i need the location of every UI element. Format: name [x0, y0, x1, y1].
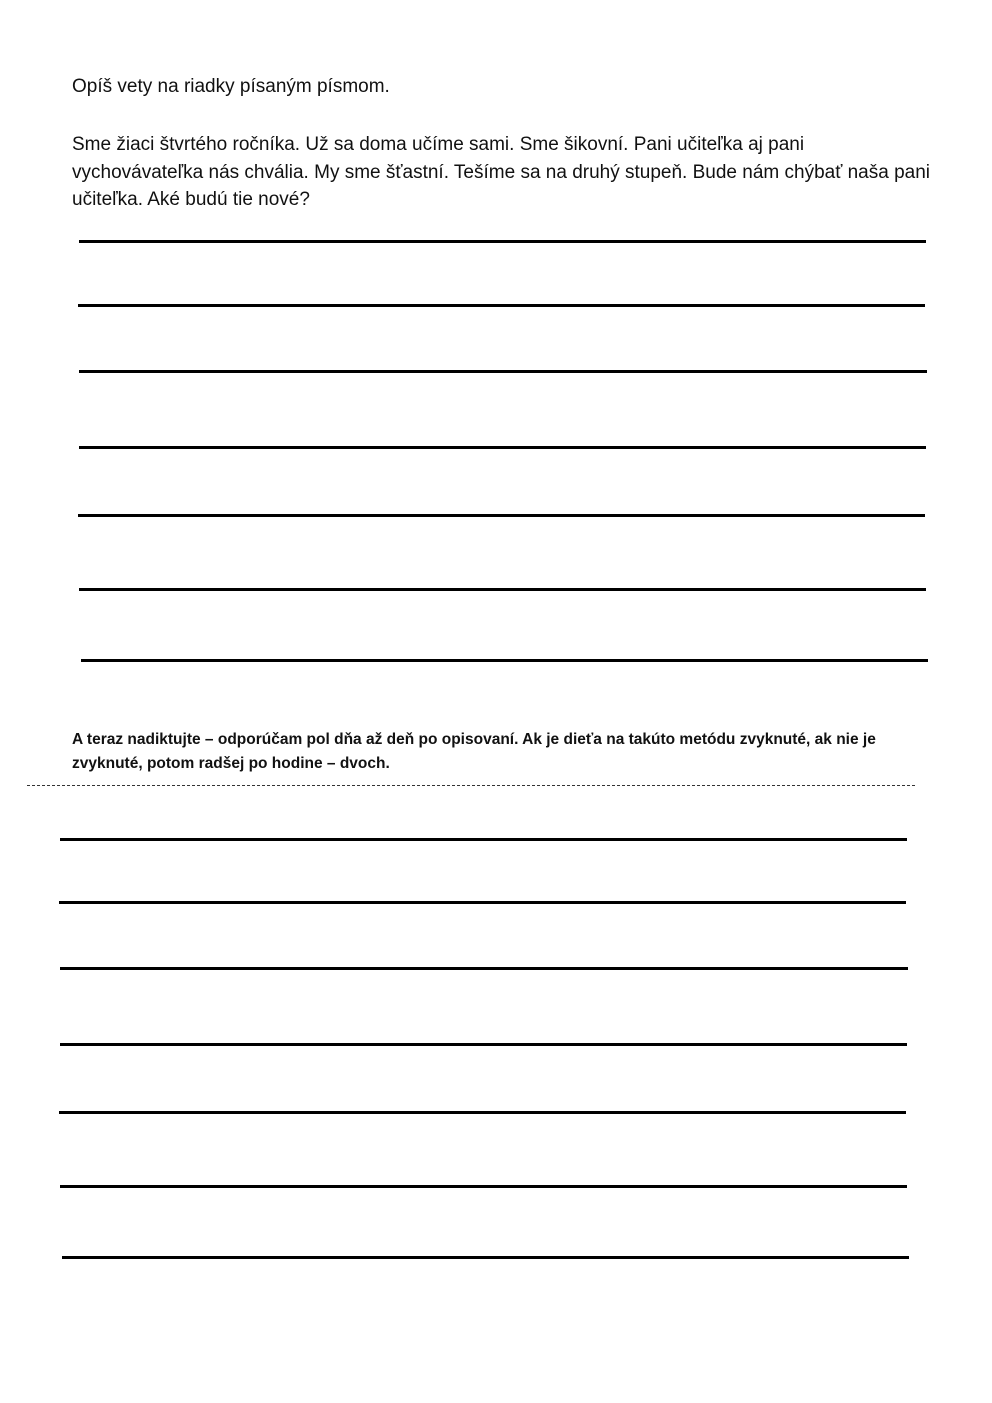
- copy-writing-line[interactable]: [79, 588, 926, 591]
- worksheet-instruction: Opíš vety na riadky písaným písmom.: [72, 76, 390, 97]
- copy-writing-line[interactable]: [79, 370, 927, 373]
- dictation-writing-line[interactable]: [62, 1256, 909, 1259]
- copy-writing-line[interactable]: [79, 240, 926, 243]
- dictation-writing-line[interactable]: [60, 838, 907, 841]
- dictation-writing-line[interactable]: [60, 1185, 907, 1188]
- dictation-writing-line[interactable]: [59, 1111, 906, 1114]
- dictation-writing-line[interactable]: [59, 901, 906, 904]
- dictation-writing-line[interactable]: [60, 967, 908, 970]
- dashed-cut-line: [27, 785, 915, 786]
- copy-writing-line[interactable]: [78, 514, 925, 517]
- copy-passage: Sme žiaci štvrtého ročníka. Už sa doma učíme sami. Sme šikovní. Pani učiteľka aj pani vychovávateľka nás chvália. My sme šťastní. Tešíme sa na druhý stupeň. Bude nám chýbať naša pani učiteľka. Aké budú tie nové?: [72, 134, 931, 210]
- copy-writing-line[interactable]: [81, 659, 928, 662]
- dictation-instruction: A teraz nadiktujte – odporúčam pol dňa až deň po opisovaní. Ak je dieťa na takúto metódu zvyknuté, ak nie je zvyknuté, potom radšej po hodine – dvoch.: [72, 731, 876, 772]
- copy-writing-line[interactable]: [79, 446, 926, 449]
- dictation-writing-line[interactable]: [60, 1043, 907, 1046]
- copy-writing-line[interactable]: [78, 304, 925, 307]
